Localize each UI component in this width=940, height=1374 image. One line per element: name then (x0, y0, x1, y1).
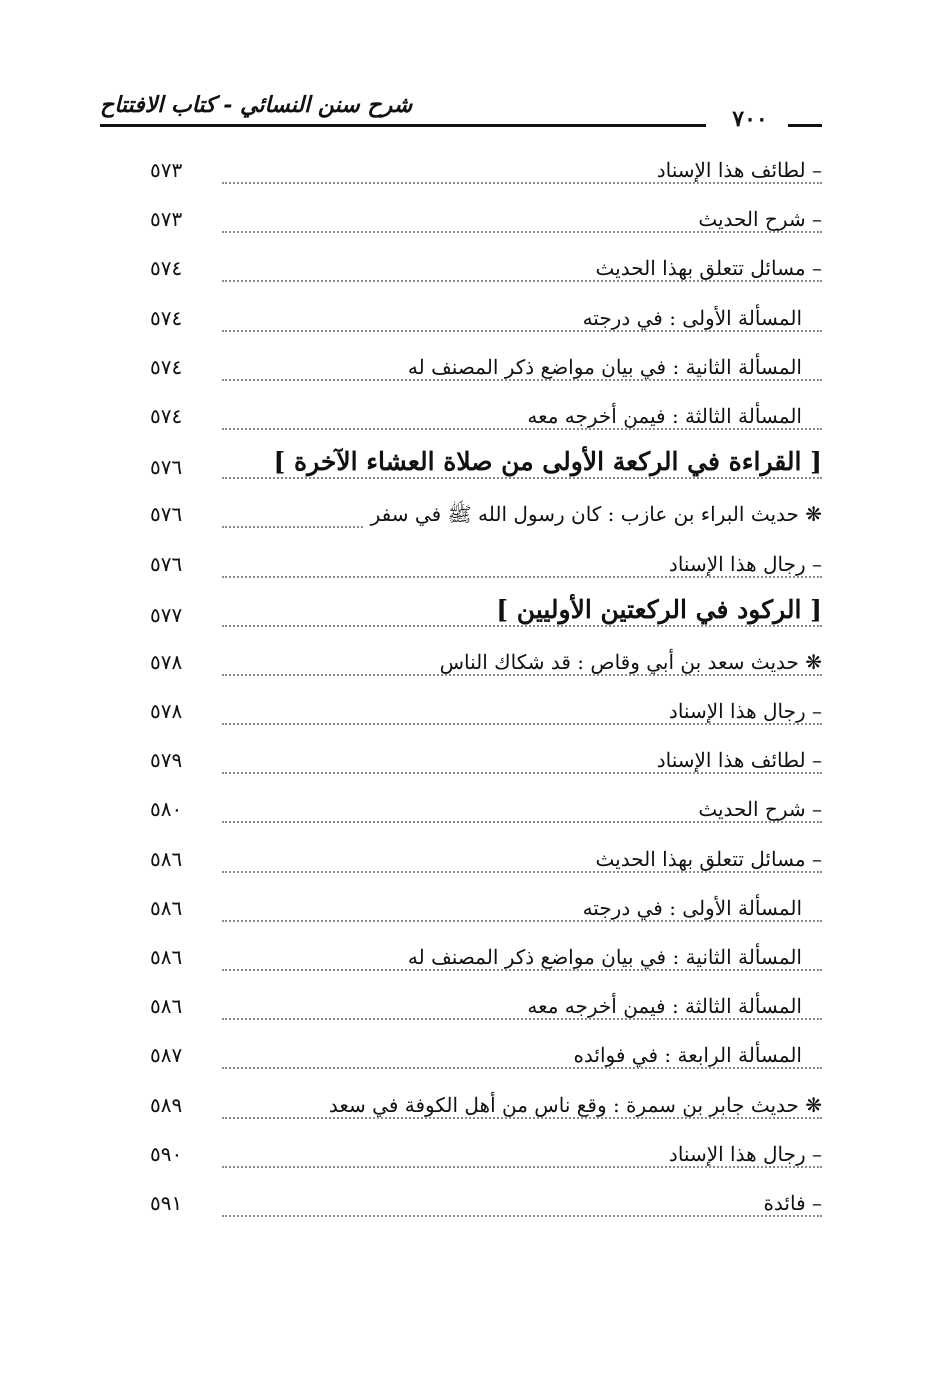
toc-entry-text: – شرح الحديث (690, 797, 822, 821)
dot-leader (222, 1166, 822, 1168)
toc-row (150, 693, 822, 742)
table-of-contents (150, 152, 822, 1234)
toc-page-number: ٥٧٤ (150, 354, 183, 379)
dot-leader (222, 182, 822, 184)
dot-leader (222, 1018, 822, 1020)
toc-entry-text: ❋ حديث البراء بن عازب : كان رسول الله ﷺ في سفر (363, 502, 822, 531)
toc-entry-text: المسألة الثالثة : فيمن أخرجه معه (519, 994, 802, 1018)
toc-row (150, 644, 822, 693)
dot-leader (222, 821, 822, 823)
toc-page-number: ٥٨٦ (150, 895, 183, 920)
header-rule (100, 124, 706, 127)
header-rule-short (788, 124, 822, 127)
dot-leader (222, 477, 822, 479)
dot-leader (222, 231, 822, 233)
dot-leader (222, 969, 822, 971)
toc-page-number: ٥٧٧ (150, 602, 183, 627)
toc-entry-text: المسألة الثانية : في بيان مواضع ذكر المصنف له (400, 945, 802, 969)
toc-row (150, 250, 822, 299)
dot-leader (222, 1117, 822, 1119)
toc-section-heading-row (150, 595, 822, 644)
dot-leader (222, 723, 822, 725)
toc-page-number: ٥٧٦ (150, 502, 183, 527)
toc-entry-text: – شرح الحديث (690, 207, 822, 231)
toc-page-number: ٥٧٣ (150, 207, 183, 232)
toc-row (150, 300, 822, 349)
toc-row (150, 791, 822, 840)
toc-section-heading: [ الركود في الركعتين الأوليين ] (488, 595, 822, 624)
toc-entry-text: المسألة الثالثة : فيمن أخرجه معه (519, 404, 802, 428)
toc-page-number: ٥٧٨ (150, 649, 183, 674)
page-number: ٧٠٠ (732, 106, 768, 132)
toc-page-number: ٥٨٦ (150, 846, 183, 871)
toc-page-number: ٥٧٦ (150, 551, 183, 576)
toc-page-number: ٥٧٦ (150, 455, 183, 480)
toc-row (150, 841, 822, 890)
toc-row (150, 349, 822, 398)
toc-entry-text: المسألة الثانية : في بيان مواضع ذكر المصنف له (400, 355, 802, 379)
toc-page-number: ٥٧٤ (150, 403, 183, 428)
toc-entry-text: ❋ حديث جابر بن سمرة : وقع ناس من أهل الكوفة في سعد (321, 1093, 822, 1117)
dot-leader (222, 379, 822, 381)
toc-row (150, 201, 822, 250)
toc-page-number: ٥٧٩ (150, 748, 183, 773)
toc-entry-text: ❋ حديث سعد بن أبي وقاص : قد شكاك الناس (432, 650, 822, 674)
toc-row (150, 546, 822, 595)
dot-leader (222, 871, 822, 873)
toc-entry-text: – لطائف هذا الإسناد (649, 158, 822, 182)
toc-section-heading: [ القراءة في الركعة الأولى من صلاة العشاء الآخرة ] (265, 447, 822, 476)
toc-entry-text: المسألة الرابعة : في فوائده (565, 1043, 802, 1067)
toc-page-number: ٥٧٤ (150, 305, 183, 330)
toc-entry-text: – لطائف هذا الإسناد (649, 748, 822, 772)
toc-entry-text: – رجال هذا الإسناد (661, 552, 822, 576)
toc-entry-text: – رجال هذا الإسناد (661, 699, 822, 723)
dot-leader (222, 1067, 822, 1069)
toc-row (150, 1087, 822, 1136)
toc-row (150, 890, 822, 939)
header-title: شرح سنن النسائي - كتاب الافتتاح (100, 92, 413, 118)
toc-section-heading-row (150, 447, 822, 496)
toc-row (150, 398, 822, 447)
toc-row (150, 742, 822, 791)
toc-page-number: ٥٨٩ (150, 1092, 183, 1117)
dot-leader (222, 920, 822, 922)
toc-entry-text: – فائدة (755, 1191, 822, 1215)
toc-entry-text: – رجال هذا الإسناد (661, 1142, 822, 1166)
toc-page-number: ٥٧٨ (150, 699, 183, 724)
dot-leader (222, 280, 822, 282)
dot-leader (222, 1215, 822, 1217)
toc-row (150, 1037, 822, 1086)
toc-entry-text: – مسائل تتعلق بهذا الحديث (588, 847, 822, 871)
toc-page-number: ٥٩١ (150, 1190, 183, 1215)
toc-page-number: ٥٨٦ (150, 945, 183, 969)
toc-page-number: ٥٧٣ (150, 158, 183, 182)
toc-row (150, 1136, 822, 1185)
toc-entry-text: المسألة الأولى : في درجته (575, 306, 802, 330)
dot-leader (222, 674, 822, 676)
dot-leader (222, 428, 822, 430)
toc-page-number: ٥٨٦ (150, 994, 183, 1019)
running-header (100, 92, 822, 132)
toc-row (150, 496, 822, 545)
toc-row (150, 988, 822, 1037)
toc-row (150, 152, 822, 201)
toc-page-number: ٥٧٤ (150, 256, 183, 281)
toc-row (150, 939, 822, 988)
toc-page-number: ٥٨٠ (150, 797, 183, 822)
toc-page-number: ٥٩٠ (150, 1141, 183, 1166)
toc-entry-text: المسألة الأولى : في درجته (575, 896, 802, 920)
toc-page-number: ٥٨٧ (150, 1043, 183, 1068)
toc-entry-text: – مسائل تتعلق بهذا الحديث (588, 256, 822, 280)
toc-row (150, 1185, 822, 1234)
dot-leader (222, 625, 822, 627)
dot-leader (222, 772, 822, 774)
dot-leader (222, 330, 822, 332)
